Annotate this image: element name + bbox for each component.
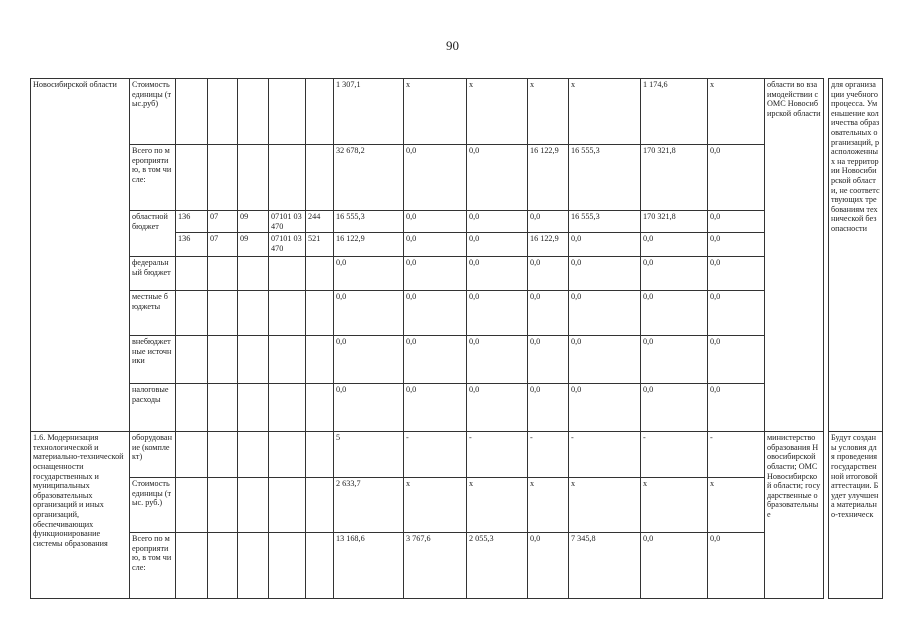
executor-cell: области во взаимодействии с ОМС Новосибирской области [765,79,824,432]
value-cell [269,478,306,533]
value-cell: 0,0 [334,384,404,432]
value-cell: 0,0 [569,336,641,384]
funding-type-cell: местные бюджеты [130,291,176,336]
value-cell: 07101 03470 [269,233,306,257]
expected-result-cell: Будут созданы условия для проведения государственной итоговой аттестации. Будет улучшена материально-техническ [829,432,883,599]
value-cell [306,384,334,432]
value-cell [208,432,238,478]
value-cell [238,336,269,384]
value-cell: 0,0 [708,233,765,257]
value-cell: 0,0 [334,336,404,384]
value-cell: 1 174,6 [641,79,708,145]
value-cell [306,257,334,291]
value-cell: 0,0 [334,291,404,336]
value-cell: 07 [208,233,238,257]
value-cell: 0,0 [708,291,765,336]
value-cell [306,336,334,384]
value-cell: - [467,432,528,478]
value-cell [208,145,238,211]
value-cell [306,79,334,145]
page-number: 90 [446,38,459,53]
value-cell: 09 [238,233,269,257]
value-cell: 0,0 [641,384,708,432]
value-cell: х [569,478,641,533]
funding-type-cell: оборудование (комплект) [130,432,176,478]
value-cell: - [528,432,569,478]
value-cell: 3 767,6 [404,533,467,599]
value-cell: 0,0 [404,233,467,257]
value-cell: 0,0 [404,384,467,432]
value-cell: х [528,79,569,145]
value-cell: 0,0 [528,257,569,291]
activity-name-cell: 1.6. Модернизация технологической и материально-технической оснащенности государственных и муниципальных образовательных организаций и иных организаций, обеспечивающих функционирование системы образования [31,432,130,599]
value-cell [176,79,208,145]
value-cell: х [708,79,765,145]
funding-type-cell: Всего по мероприятию, в том числе: [130,145,176,211]
value-cell: 0,0 [641,291,708,336]
value-cell [306,432,334,478]
funding-type-cell: налоговые расходы [130,384,176,432]
value-cell: 0,0 [569,257,641,291]
value-cell: 0,0 [467,336,528,384]
value-cell: 0,0 [528,291,569,336]
table-body [31,79,883,599]
funding-type-cell: федеральный бюджет [130,257,176,291]
value-cell [269,432,306,478]
value-cell: 0,0 [708,336,765,384]
value-cell: 0,0 [708,211,765,233]
value-cell [306,145,334,211]
value-cell [208,478,238,533]
value-cell [176,478,208,533]
value-cell [269,257,306,291]
value-cell: х [404,79,467,145]
value-cell: 0,0 [404,257,467,291]
table-row [31,291,883,336]
table-row [31,79,883,145]
value-cell: 0,0 [404,211,467,233]
funding-type-cell: областной бюджет [130,211,176,257]
value-cell: 16 555,3 [334,211,404,233]
value-cell: - [641,432,708,478]
funding-type-cell: внебюджетные источники [130,336,176,384]
value-cell [176,145,208,211]
value-cell: 0,0 [641,336,708,384]
value-cell: 16 555,3 [569,211,641,233]
funding-type-cell: Стоимость единицы (тыс.руб) [130,79,176,145]
value-cell [208,79,238,145]
value-cell: 244 [306,211,334,233]
value-cell [176,257,208,291]
value-cell: 170 321,8 [641,145,708,211]
value-cell [176,432,208,478]
value-cell [306,478,334,533]
value-cell: х [467,478,528,533]
value-cell [269,79,306,145]
funding-type-cell: Стоимость единицы (тыс. руб.) [130,478,176,533]
value-cell: 0,0 [708,533,765,599]
table-row [31,257,883,291]
value-cell: х [404,478,467,533]
value-cell [238,533,269,599]
value-cell: 5 [334,432,404,478]
table-row [31,336,883,384]
table-row [31,478,883,533]
table-row [31,145,883,211]
value-cell: 16 555,3 [569,145,641,211]
value-cell: 0,0 [528,336,569,384]
value-cell: х [641,478,708,533]
value-cell [238,384,269,432]
value-cell [269,291,306,336]
value-cell: 0,0 [334,257,404,291]
value-cell [238,432,269,478]
value-cell: 0,0 [708,384,765,432]
value-cell: 07101 03470 [269,211,306,233]
value-cell: 0,0 [569,233,641,257]
value-cell: 0,0 [641,257,708,291]
value-cell: 0,0 [528,384,569,432]
table-row [31,432,883,478]
value-cell: 0,0 [467,211,528,233]
value-cell: 521 [306,233,334,257]
value-cell: 0,0 [404,291,467,336]
value-cell [208,291,238,336]
value-cell: х [708,478,765,533]
value-cell [176,336,208,384]
value-cell: 0,0 [708,257,765,291]
value-cell: 16 122,9 [528,145,569,211]
value-cell [176,384,208,432]
value-cell [238,145,269,211]
table-row [31,533,883,599]
value-cell: 0,0 [467,291,528,336]
value-cell: 2 633,7 [334,478,404,533]
value-cell [306,291,334,336]
table-row [31,211,883,233]
funding-type-cell: Всего по мероприятию, в том числе: [130,533,176,599]
value-cell [208,384,238,432]
value-cell: х [467,79,528,145]
value-cell: 32 678,2 [334,145,404,211]
value-cell: 170 321,8 [641,211,708,233]
value-cell [176,291,208,336]
value-cell: х [528,478,569,533]
value-cell: 0,0 [708,145,765,211]
value-cell: 0,0 [467,145,528,211]
value-cell: 136 [176,233,208,257]
value-cell: 0,0 [641,533,708,599]
activity-name-cell: Новосибирской области [31,79,130,432]
value-cell [269,384,306,432]
program-activities-table [30,78,883,599]
table-row [31,384,883,432]
value-cell: 0,0 [467,233,528,257]
value-cell: х [569,79,641,145]
value-cell: 1 307,1 [334,79,404,145]
executor-cell: министерство образования Новосибирской области; ОМС Новосибирской области; государственные образовательные [765,432,824,599]
value-cell: 16 122,9 [334,233,404,257]
value-cell [269,145,306,211]
value-cell: - [569,432,641,478]
value-cell: 2 055,3 [467,533,528,599]
value-cell [208,533,238,599]
value-cell: 0,0 [467,257,528,291]
value-cell: 16 122,9 [528,233,569,257]
value-cell [269,533,306,599]
value-cell [238,478,269,533]
value-cell: 136 [176,211,208,233]
value-cell [238,79,269,145]
value-cell: 0,0 [404,145,467,211]
value-cell: - [404,432,467,478]
value-cell [208,257,238,291]
value-cell [238,291,269,336]
value-cell: 0,0 [569,384,641,432]
value-cell: 0,0 [467,384,528,432]
value-cell: 0,0 [404,336,467,384]
expected-result-cell: для организации учебного процесса. Уменьшение количества образовательных организаций, расположенных на территории Новосибирской области, не соответствующих требованиям технической безопасности [829,79,883,432]
value-cell: 09 [238,211,269,233]
value-cell: 0,0 [641,233,708,257]
value-cell: 0,0 [528,533,569,599]
value-cell [208,336,238,384]
value-cell [176,533,208,599]
value-cell [306,533,334,599]
value-cell: 07 [208,211,238,233]
value-cell [238,257,269,291]
value-cell: 7 345,8 [569,533,641,599]
value-cell: - [708,432,765,478]
value-cell: 0,0 [528,211,569,233]
value-cell: 0,0 [569,291,641,336]
value-cell [269,336,306,384]
value-cell: 13 168,6 [334,533,404,599]
